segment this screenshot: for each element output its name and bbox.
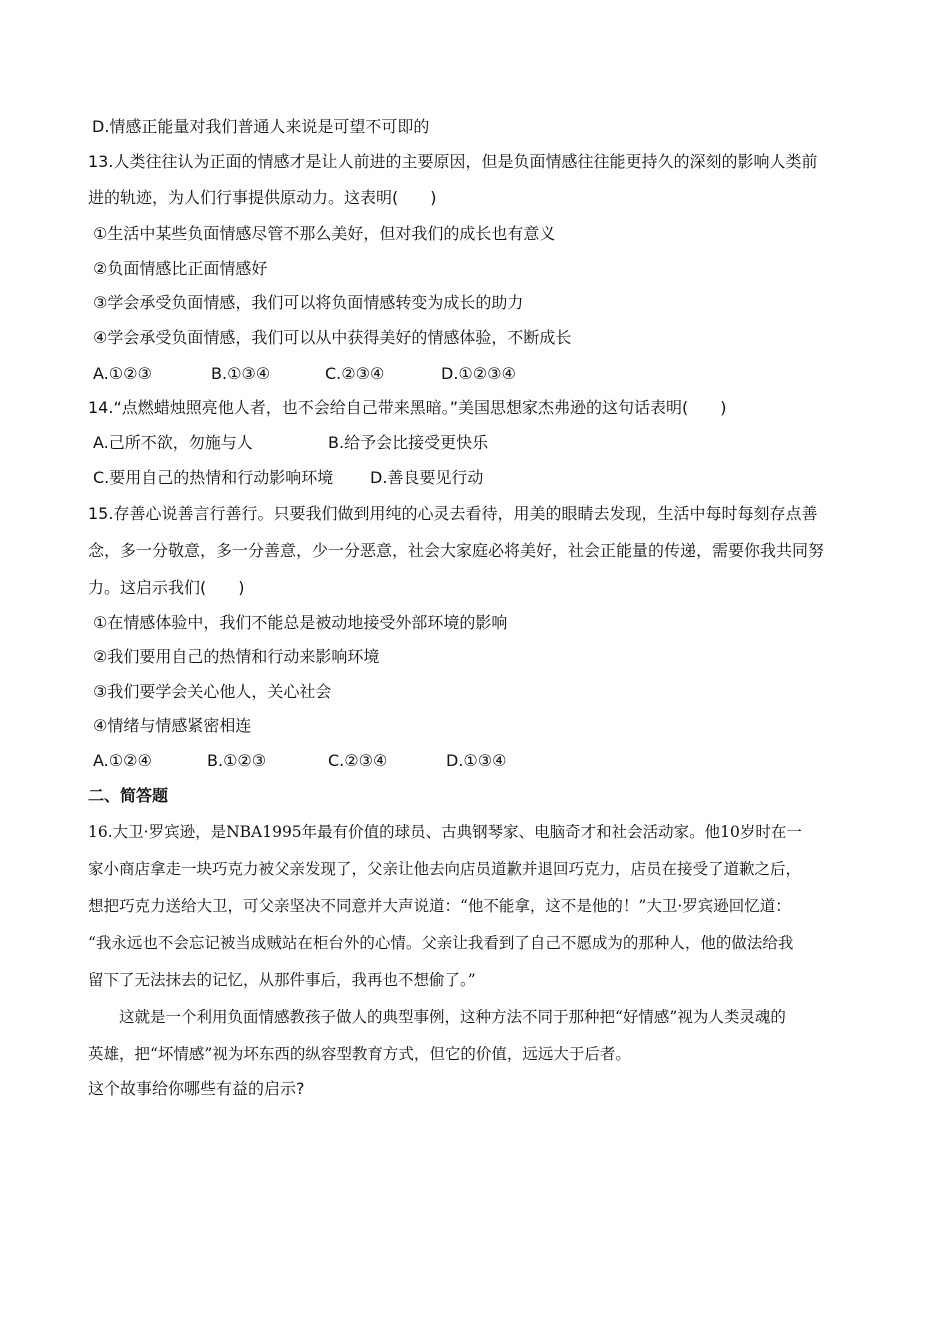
q15-option-d: D.①③④ bbox=[446, 751, 507, 770]
q13-option-b: B.①③④ bbox=[211, 364, 271, 383]
q16-passage-line: 这就是一个利用负面情感教孩子做人的典型事例，这种方法不同于那种把“好情感”视为人类灵魂的 bbox=[88, 1008, 786, 1026]
q12-option-d: D.情感正能量对我们普通人来说是可望不可即的 bbox=[92, 117, 430, 136]
q14-option-b: B.给予会比接受更快乐 bbox=[328, 433, 489, 452]
q15-statement: ④情绪与情感紧密相连 bbox=[93, 716, 252, 735]
q13-option-c: C.②③④ bbox=[325, 364, 385, 383]
q13-stem-line1: 13.人类往往认为正面的情感才是让人前进的主要原因，但是负面情感往往能更持久的深刻的影响人类前 bbox=[88, 152, 818, 171]
q14-stem: 14.“点燃蜡烛照亮他人者，也不会给自己带来黑暗。”美国思想家杰弗逊的这句话表明( ) bbox=[88, 398, 727, 417]
q16-passage-line: 家小商店拿走一块巧克力被父亲发现了，父亲让他去向店员道歉并退回巧克力，店员在接受了道歉之后， bbox=[88, 860, 802, 878]
q13-stem-line2: 进的轨迹，为人们行事提供原动力。这表明( ) bbox=[88, 188, 437, 207]
q13-statement: ④学会承受负面情感，我们可以从中获得美好的情感体验，不断成长 bbox=[93, 328, 572, 347]
q15-stem-line3: 力。这启示我们( ) bbox=[88, 578, 245, 597]
q15-option-c: C.②③④ bbox=[328, 751, 388, 770]
q13-statement: ②负面情感比正面情感好 bbox=[93, 259, 268, 278]
q14-option-d: D.善良要见行动 bbox=[370, 468, 484, 487]
q13-statement: ③学会承受负面情感，我们可以将负面情感转变为成长的助力 bbox=[93, 293, 524, 312]
q15-option-a: A.①②④ bbox=[93, 751, 152, 770]
q16-passage-line: “我永远也不会忘记被当成贼站在柜台外的心情。父亲让我看到了自己不愿成为的那种人，他的做法给我 bbox=[88, 934, 794, 952]
q15-stem-line1: 15.存善心说善言行善行。只要我们做到用纯的心灵去看待，用美的眼睛去发现，生活中每时每刻存点善 bbox=[88, 504, 818, 523]
q16-passage-line: 想把巧克力送给大卫，可父亲坚决不同意并大声说道：“他不能拿，这不是他的！”大卫·罗宾逊回忆道： bbox=[88, 897, 791, 915]
q15-option-b: B.①②③ bbox=[207, 751, 267, 770]
q15-statement: ①在情感体验中，我们不能总是被动地接受外部环境的影响 bbox=[93, 613, 508, 632]
q14-option-c: C.要用自己的热情和行动影响环境 bbox=[93, 468, 334, 487]
q14-option-a: A.己所不欲，勿施与人 bbox=[93, 433, 253, 452]
q13-option-a: A.①②③ bbox=[93, 364, 152, 383]
section-heading: 二、简答题 bbox=[88, 786, 169, 805]
q16-passage-line: 留下了无法抹去的记忆，从那件事后，我再也不想偷了。” bbox=[88, 971, 476, 989]
q15-statement: ③我们要学会关心他人，关心社会 bbox=[93, 682, 332, 701]
q16-passage-line: 英雄，把“坏情感”视为坏东西的纵容型教育方式，但它的价值，远远大于后者。 bbox=[88, 1045, 631, 1063]
q16-question: 这个故事给你哪些有益的启示? bbox=[88, 1079, 305, 1098]
q15-stem-line2: 念，多一分敬意，多一分善意，少一分恶意，社会大家庭必将美好，社会正能量的传递，需要你我共同努 bbox=[88, 541, 825, 560]
q15-statement: ②我们要用自己的热情和行动来影响环境 bbox=[93, 647, 380, 666]
q13-option-d: D.①②③④ bbox=[441, 364, 516, 383]
q16-passage-line: 16.大卫·罗宾逊，是NBA1995年最有价值的球员、古典钢琴家、电脑奇才和社会活动家。他10岁时在一 bbox=[88, 823, 802, 841]
q13-statement: ①生活中某些负面情感尽管不那么美好，但对我们的成长也有意义 bbox=[93, 224, 556, 243]
